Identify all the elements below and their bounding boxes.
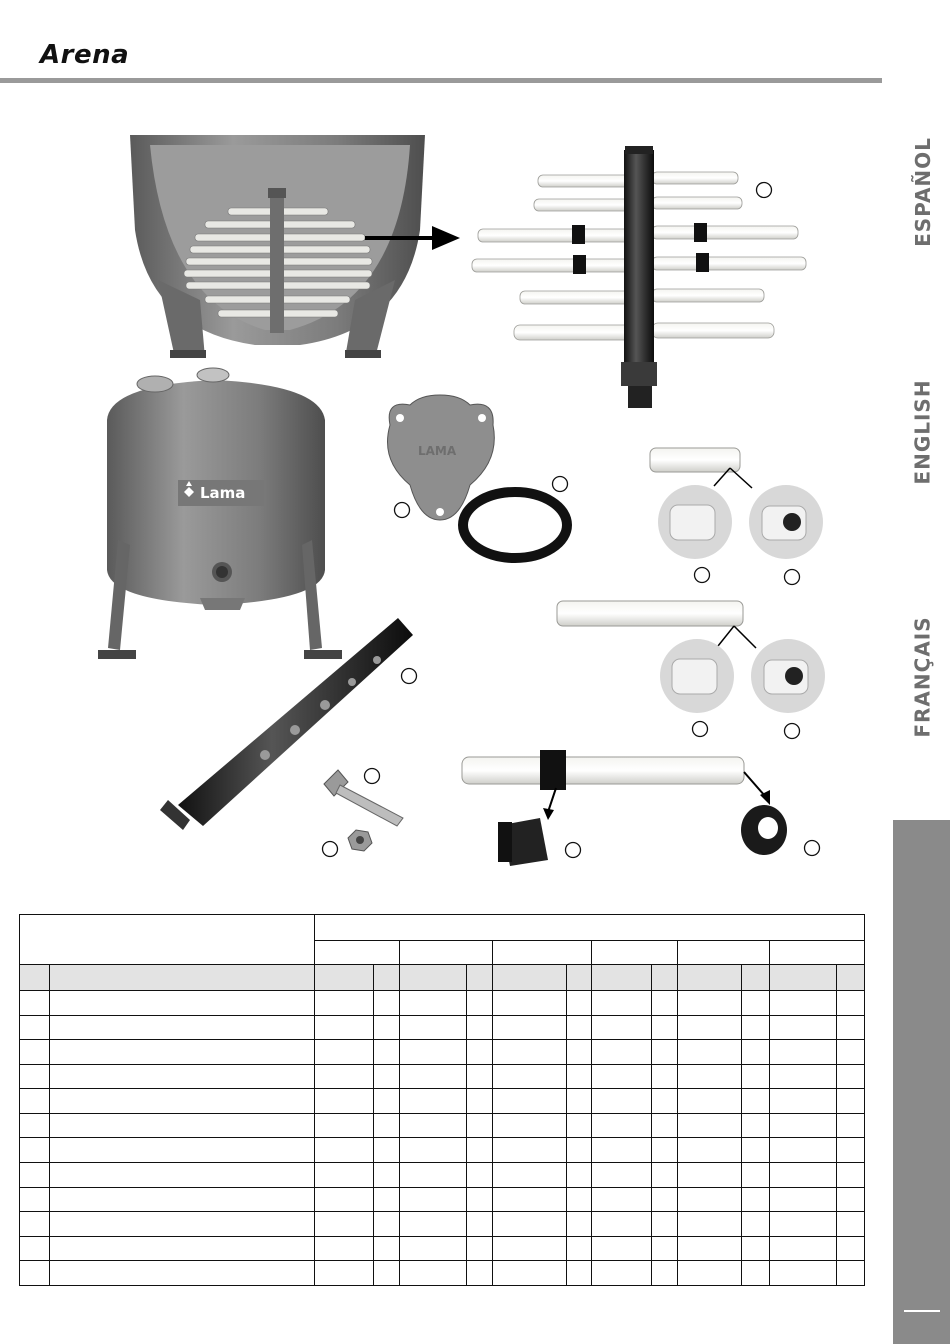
tab-francais[interactable]: FRANÇAIS <box>911 616 935 738</box>
table-header-cell <box>315 941 400 965</box>
table-row <box>20 1187 865 1212</box>
lama-logo-text: Lama <box>200 484 246 502</box>
table-row <box>20 1089 865 1114</box>
part-number-circle <box>566 843 581 858</box>
table-header-cell <box>20 915 315 965</box>
long-lateral <box>557 601 825 713</box>
table-row <box>20 1064 865 1089</box>
nut <box>348 830 372 851</box>
part-number-circle <box>365 769 380 784</box>
o-ring-gasket <box>463 492 567 558</box>
double-lateral <box>462 750 770 820</box>
table-row <box>20 1113 865 1138</box>
table-header-cell <box>770 941 865 965</box>
side-bar-line <box>904 1310 940 1312</box>
part-number-circle <box>757 183 772 198</box>
part-number-circle <box>695 568 710 583</box>
bolt <box>324 770 403 826</box>
lid-embossed-text: LAMA <box>418 444 457 458</box>
table-row <box>20 1040 865 1065</box>
sand-filter-tank <box>98 368 342 659</box>
table-row <box>20 1163 865 1188</box>
connector-nut <box>498 818 548 866</box>
side-bar <box>893 820 950 1344</box>
table-row <box>20 1015 865 1040</box>
table-header-cell <box>592 941 678 965</box>
page-title: Arena <box>40 40 130 70</box>
tab-english[interactable]: ENGLISH <box>911 379 935 485</box>
part-number-circle <box>785 570 800 585</box>
parts-table <box>19 914 865 1286</box>
table-row <box>20 1212 865 1237</box>
part-number-circle <box>395 503 410 518</box>
table-group-header-row <box>20 915 865 941</box>
table-header-cell <box>493 941 592 965</box>
table-row <box>20 1261 865 1286</box>
table-column-header-row <box>20 965 865 991</box>
collector-assembly <box>472 146 806 408</box>
part-number-circle <box>693 722 708 737</box>
table-row <box>20 991 865 1016</box>
part-number-circle <box>553 477 568 492</box>
part-number-circle <box>402 669 417 684</box>
table-row <box>20 1236 865 1261</box>
part-number-circle <box>323 842 338 857</box>
table-header-cell <box>678 941 770 965</box>
table-header-cell <box>400 941 493 965</box>
tank-interior-cutaway <box>130 135 425 358</box>
table-header-cell <box>315 915 865 941</box>
table-row <box>20 1138 865 1163</box>
end-cap <box>741 805 787 855</box>
part-number-circle <box>805 841 820 856</box>
tab-espanol[interactable]: ESPAÑOL <box>911 137 936 247</box>
perforated-pipe <box>160 618 413 830</box>
part-number-circle <box>785 724 800 739</box>
short-lateral <box>650 448 823 559</box>
